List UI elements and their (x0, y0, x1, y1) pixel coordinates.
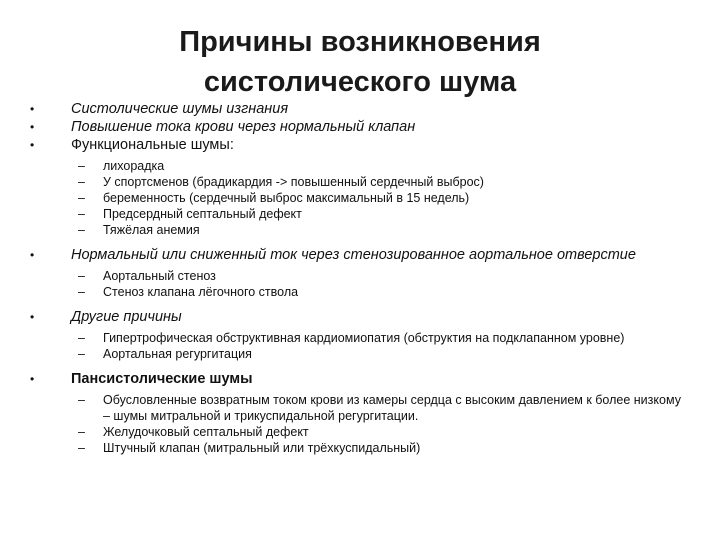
bullet-list (0, 100, 720, 456)
sub-list-item-text: беременность (сердечный выброс максимальный в 15 недель) (103, 191, 470, 205)
list-item (0, 136, 671, 154)
sub-list-item-text: лихорадка (103, 159, 165, 173)
sub-list-item-text: Аортальный стеноз (103, 269, 216, 283)
dash-icon: – (78, 175, 85, 189)
list-item (0, 118, 671, 136)
sub-list-item-text: Предсердный септальный дефект (103, 207, 302, 221)
slide-title (150, 22, 570, 102)
sub-list-item (0, 284, 683, 300)
sub-list-item-text: Желудочковый септальный дефект (103, 425, 309, 439)
bullet-icon: • (30, 120, 35, 134)
dash-icon: – (78, 425, 85, 439)
dash-icon: – (78, 393, 85, 407)
sub-list-item-text: Обусловленные возвратным током крови из камеры сердца с высоким давлением к более низкому – шумы митральной и трикуспидальной регургитации. (103, 393, 681, 423)
sub-list-item (0, 424, 683, 440)
dash-icon: – (78, 331, 85, 345)
dash-icon: – (78, 159, 85, 173)
list-item-text: Другие причины (71, 309, 182, 325)
dash-icon: – (78, 347, 85, 361)
slide-title-line-2: систолического шума (203, 66, 517, 98)
sub-list-item (0, 330, 683, 346)
dash-icon: – (78, 223, 85, 237)
sub-list-item-text: Стеноз клапана лёгочного ствола (103, 285, 299, 299)
list-item-text: Нормальный или сниженный ток через стенозированное аортальное отверстие (71, 247, 636, 263)
sub-list-item (0, 346, 683, 362)
sub-list-item (0, 392, 683, 424)
sub-list-item (0, 174, 683, 190)
list-item-text: Пансистолические шумы (71, 371, 253, 387)
sub-list-item (0, 206, 683, 222)
sub-list-item (0, 190, 683, 206)
sub-list-item (0, 440, 683, 456)
bullet-icon: • (30, 310, 35, 324)
sub-list-item-text: Аортальная регургитация (103, 347, 252, 361)
dash-icon: – (78, 207, 85, 221)
list-item-text: Систолические шумы изгнания (71, 101, 289, 117)
sub-list-item (0, 222, 683, 238)
bullet-icon: • (30, 102, 35, 116)
list-item (0, 246, 671, 264)
list-item (0, 100, 671, 118)
sub-list-item (0, 268, 683, 284)
sub-list-item-text: Гипертрофическая обструктивная кардиомиопатия (обструктия на подклапанном уровне) (103, 331, 625, 345)
bullet-icon: • (30, 372, 35, 386)
list-item-text: Функциональные шумы: (71, 137, 234, 153)
bullet-icon: • (30, 248, 35, 262)
list-item (0, 370, 671, 388)
sub-list-item-text: Штучный клапан (митральный или трёхкуспидальный) (103, 441, 421, 455)
slide-title-line-1: Причины возникновения (179, 26, 541, 58)
dash-icon: – (78, 441, 85, 455)
list-item-text: Повышение тока крови через нормальный клапан (71, 119, 416, 135)
dash-icon: – (78, 191, 85, 205)
dash-icon: – (78, 285, 85, 299)
sub-list-item-text: Тяжёлая анемия (103, 223, 200, 237)
list-item (0, 308, 671, 326)
sub-list-item (0, 158, 683, 174)
dash-icon: – (78, 269, 85, 283)
sub-list-item-text: У спортсменов (брадикардия -> повышенный сердечный выброс) (103, 175, 484, 189)
bullet-icon: • (30, 138, 35, 152)
